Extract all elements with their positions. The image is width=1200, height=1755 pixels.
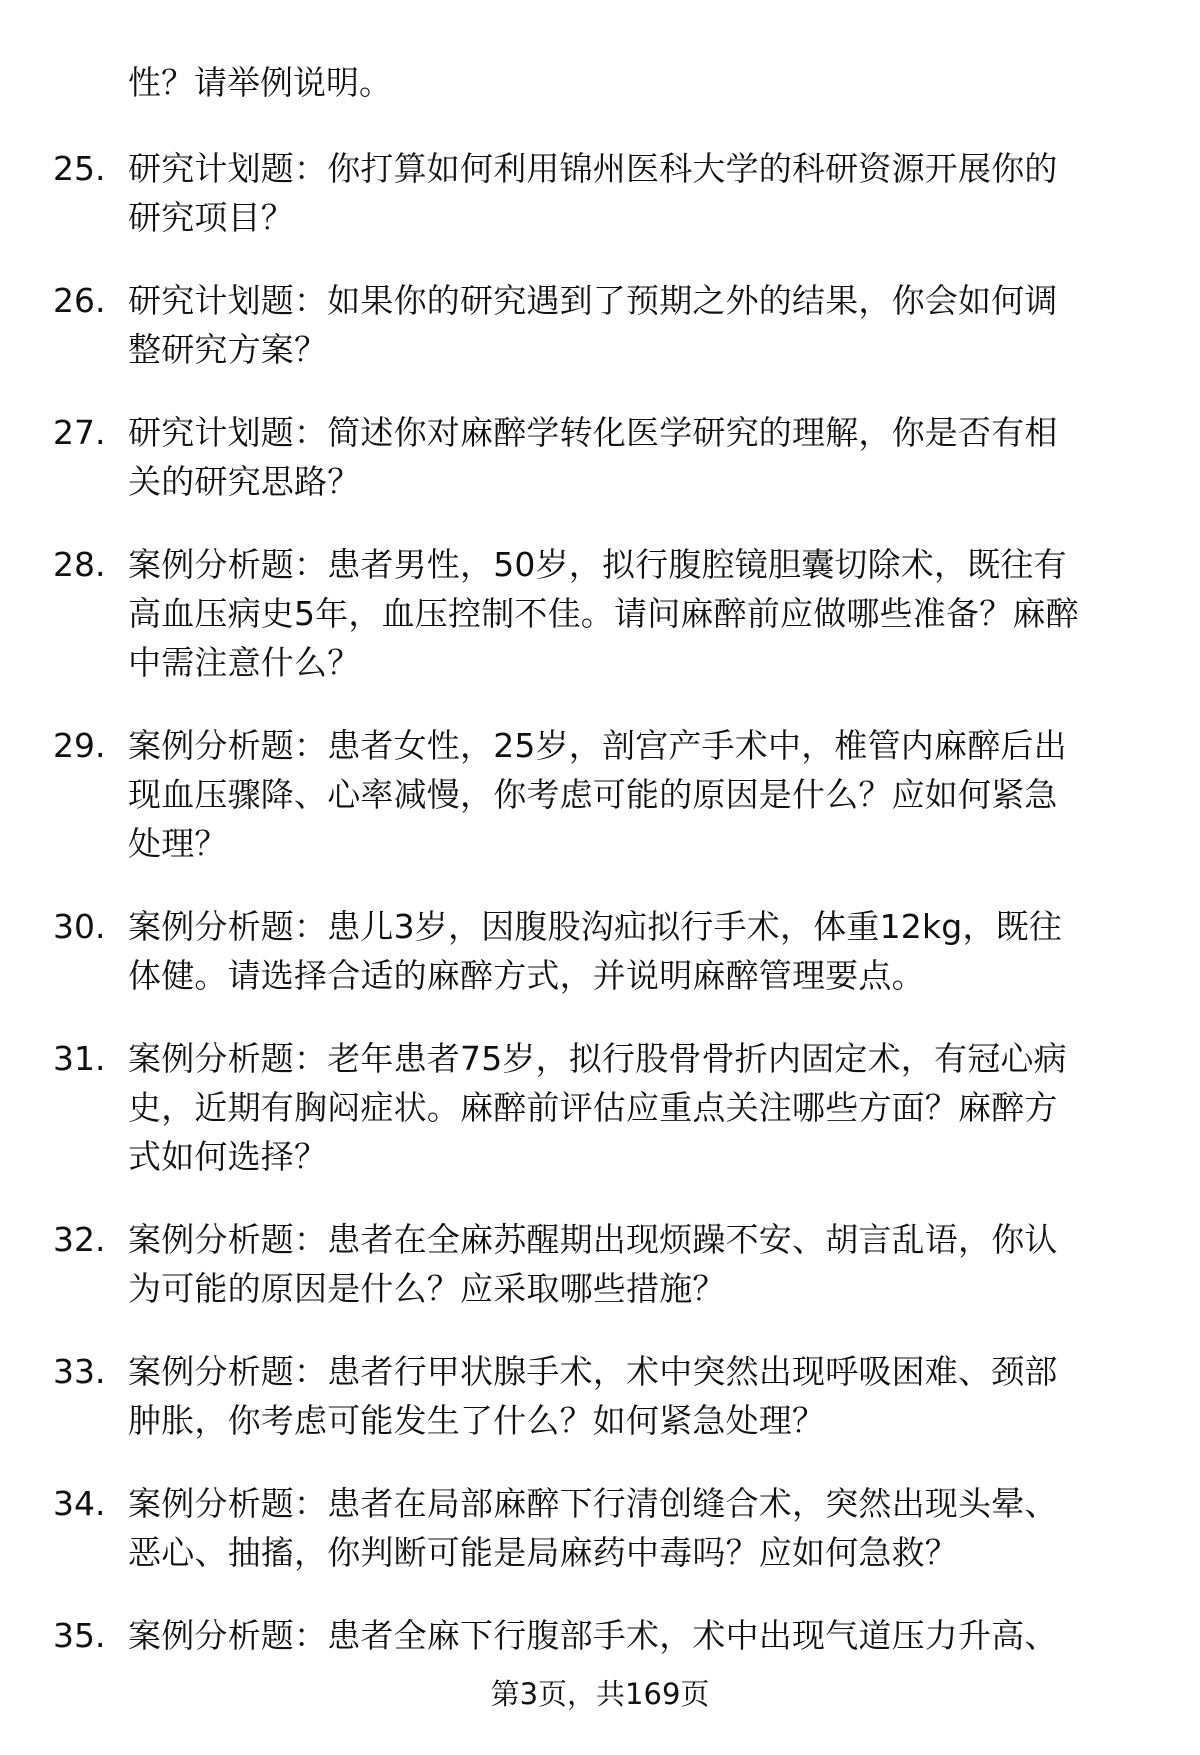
question-item	[0, 1611, 1200, 1660]
question-text-line: 研究计划题：如果你的研究遇到了预期之外的结果，你会如何调	[128, 281, 1058, 320]
question-number: 25.	[53, 149, 106, 188]
question-text-line: 案例分析题：患者行甲状腺手术，术中突然出现呼吸困难、颈部	[128, 1352, 1058, 1391]
question-text-line: 案例分析题：患者女性，25岁，剖宫产手术中，椎管内麻醉后出	[128, 726, 1067, 765]
question-item	[0, 144, 1200, 242]
question-text-line: 体健。请选择合适的麻醉方式，并说明麻醉管理要点。	[128, 956, 925, 995]
question-item	[0, 408, 1200, 506]
question-text-line: 案例分析题：患者在局部麻醉下行清创缝合术，突然出现头晕、	[128, 1484, 1058, 1523]
question-number: 28.	[53, 545, 106, 584]
question-number: 26.	[53, 281, 106, 320]
question-text-line: 关的研究思路？	[128, 462, 361, 501]
question-text-line: 案例分析题：老年患者75岁，拟行股骨骨折内固定术，有冠心病	[128, 1039, 1067, 1078]
question-text-line: 为可能的原因是什么？应采取哪些措施？	[128, 1269, 726, 1308]
question-text-line: 整研究方案？	[128, 330, 328, 369]
question-text-line: 现血压骤降、心率减慢，你考虑可能的原因是什么？应如何紧急	[128, 775, 1058, 814]
question-number: 30.	[53, 907, 106, 946]
question-list	[0, 58, 1200, 1694]
question-item	[0, 721, 1200, 868]
question-text-line: 案例分析题：患者男性，50岁，拟行腹腔镜胆囊切除术，既往有	[128, 545, 1067, 584]
question-text-line: 式如何选择？	[128, 1137, 328, 1176]
question-text-line: 恶心、抽搐，你判断可能是局麻药中毒吗？应如何急救？	[128, 1533, 958, 1572]
question-item	[0, 1479, 1200, 1577]
question-number: 34.	[53, 1484, 106, 1523]
question-item	[0, 902, 1200, 1000]
question-item	[0, 1215, 1200, 1313]
question-number: 29.	[53, 726, 106, 765]
continuation-text: 性？请举例说明。	[128, 63, 392, 102]
question-number: 32.	[53, 1220, 106, 1259]
question-text-line: 高血压病史5年，血压控制不佳。请问麻醉前应做哪些准备？麻醉	[128, 594, 1079, 633]
question-item	[0, 276, 1200, 374]
question-text-line: 研究项目？	[128, 198, 294, 237]
question-text-line: 研究计划题：简述你对麻醉学转化医学研究的理解，你是否有相	[128, 413, 1058, 452]
question-text-line: 中需注意什么？	[128, 643, 361, 682]
question-item	[0, 1034, 1200, 1181]
question-number: 35.	[53, 1616, 106, 1655]
question-text-line: 史，近期有胸闷症状。麻醉前评估应重点关注哪些方面？麻醉方	[128, 1088, 1058, 1127]
question-text-line: 案例分析题：患者全麻下行腹部手术，术中出现气道压力升高、	[128, 1616, 1058, 1655]
question-text-line: 处理？	[128, 824, 228, 863]
question-text-line: 案例分析题：患者在全麻苏醒期出现烦躁不安、胡言乱语，你认	[128, 1220, 1058, 1259]
question-number: 31.	[53, 1039, 106, 1078]
question-item	[0, 540, 1200, 687]
question-text-line: 研究计划题：你打算如何利用锦州医科大学的科研资源开展你的	[128, 149, 1058, 188]
question-number: 33.	[53, 1352, 106, 1391]
question-item	[0, 1347, 1200, 1445]
page-footer: 第3页，共169页	[490, 1677, 710, 1711]
question-text-line: 肿胀，你考虑可能发生了什么？如何紧急处理？	[128, 1401, 826, 1440]
question-number: 27.	[53, 413, 106, 452]
question-text-line: 案例分析题：患儿3岁，因腹股沟疝拟行手术，体重12kg，既往	[128, 907, 1063, 946]
